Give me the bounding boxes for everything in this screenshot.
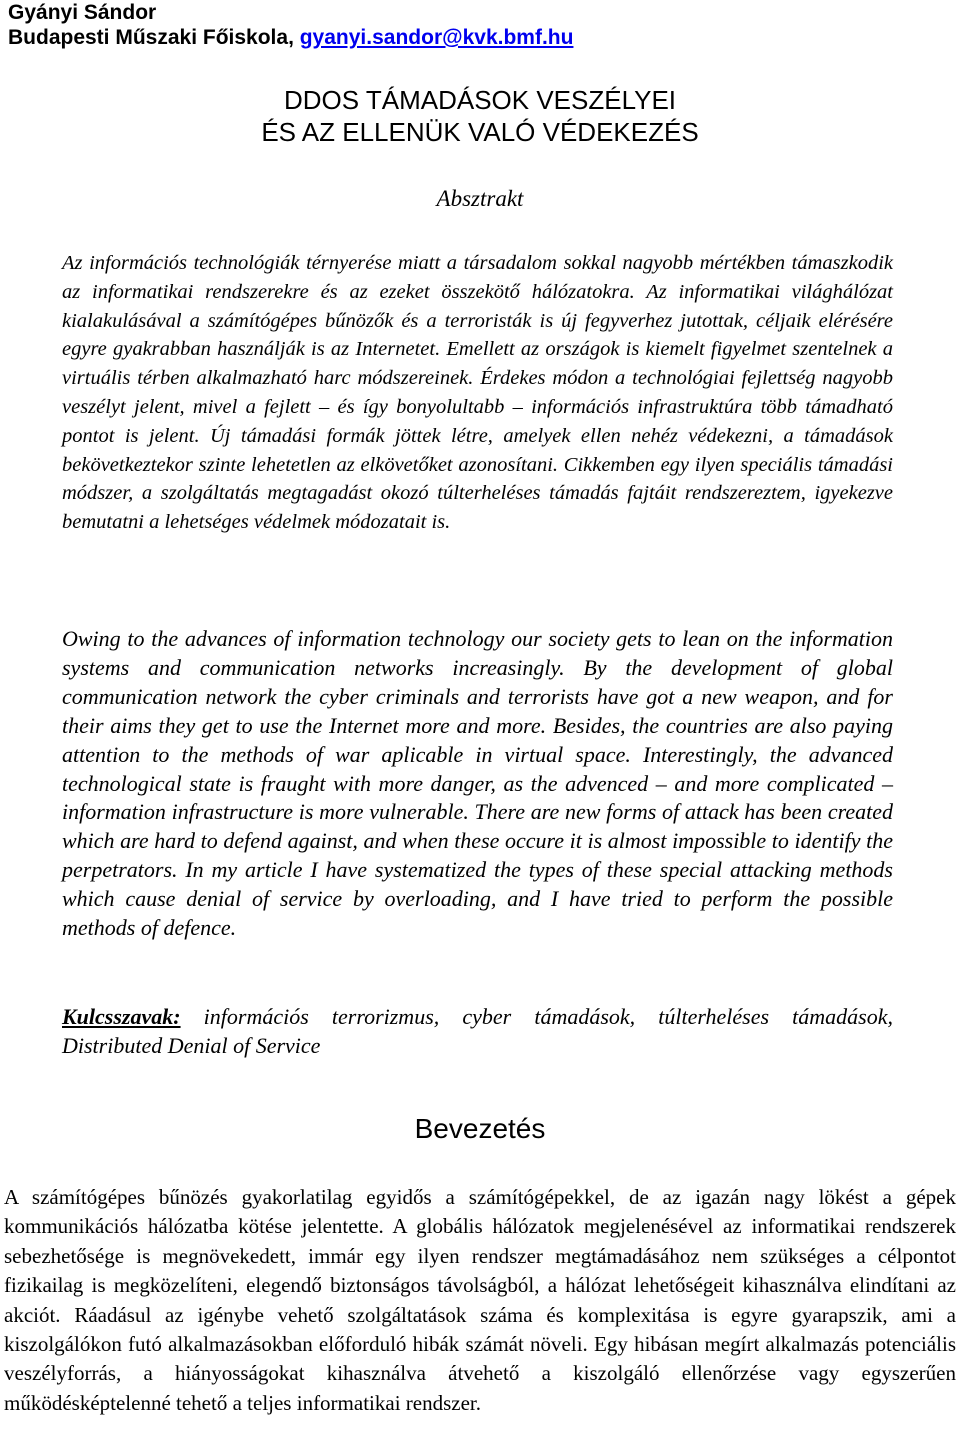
section-heading-introduction: Bevezetés	[414, 1113, 546, 1144]
abstract-hungarian: Az információs technológiák térnyerése miatt a társadalom sokkal nagyobb mértékben támaszkodik az informatikai rendszerekre és az ezeket összekötő hálózatokra. Az informatikai világhálózat kialakulásával a számítógépes bűnözők és a terroristák is új fegyverhez jutottak, céljaik elérésére egyre gyakrabban használják is az Internetet. Emellett az országok is kiemelt figyelmet szentelnek a virtuális térben alkalmazható harc módszereinek. Érdekes módon a technológiai fejlettség nagyobb veszélyt jelent, mivel a fejlett – és így bonyolultabb – információs infrastruktúra több támadható pontot is jelent. Új támadási formák jöttek létre, amelyek ellen nehéz védekezni, a támadások bekövetkeztekor szinte lehetetlen az elkövetőket azonosítani. Cikkemben egy ilyen speciális támadási módszer, a szolgáltatás megtagadást okozó túlterheléses támadás fajtáit rendszereztem, igyekezve bemutatni a lehetséges védelmek módozatait is.	[62, 252, 893, 534]
author-block	[8, 0, 573, 50]
introduction-paragraph: A számítógépes bűnözés gyakorlatilag egyidős a számítógépekkel, de az igazán nagy lökést a gépek kommunikációs hálózatba kötése jelentette. A globális hálózatok megjelenésével az informatikai rendszerek sebezhetősége is megnövekedett, immár egy ilyen rendszer megtámadásához nem szükséges a célpontot fizikailag is megközelíteni, elegendő biztonságos távolságból, a hálózat lehetőségeit kihasználva elindítani az akciót. Ráadásul az igénybe vehető szolgáltatások száma és komplexitása is egyre gyarapszik, ami a kiszolgálókon futó alkalmazásokban előforduló hibák számát növeli. Egy hibásan megírt alkalmazás potenciális veszélyforrás, a hiányosságokat kihasználva átvehető a kiszolgáló ellenőrzése vagy egyszerűen működésképtelenné tehető a teljes informatikai rendszer.	[4, 1185, 956, 1415]
affiliation-text: Budapesti Műszaki Főiskola,	[8, 26, 300, 49]
keywords-label: Kulcsszavak:	[62, 1004, 181, 1029]
author-affiliation	[8, 25, 573, 50]
email-link[interactable]: gyanyi.sandor@kvk.bmf.hu	[299, 26, 574, 49]
abstract-english: Owing to the advances of information technology our society gets to lean on the information systems and communication networks increasingly. By the development of global communication network the cyber criminals and terrorists have got a new weapon, and for their aims they get to use the Internet more and more. Besides, the countries are also paying attention to the methods of war aplicable in virtual space. Interestingly, the advanced technological state is fraught with more danger, as the advenced – and more complicated – information infrastructure is more vulnerable. There are new forms of attack has been created which are hard to defend against, and when these occure it is almost impossible to identify the perpetrators. In my article I have systematized the types of these special attacking methods which cause denial of service by overloading, and I have tried to perform the possible methods of defence.	[62, 626, 893, 941]
title-line-1: DDOS TÁMADÁSOK VESZÉLYEI	[283, 85, 677, 115]
author-name: Gyányi Sándor	[8, 1, 157, 24]
keywords-text: információs terrorizmus, cyber támadások, túlterheléses támadások, Distributed Denial of Service	[62, 1004, 893, 1058]
keywords	[62, 1002, 893, 1060]
title-line-2: ÉS AZ ELLENÜK VALÓ VÉDEKEZÉS	[261, 117, 699, 147]
abstract-heading: Absztrakt	[436, 186, 524, 211]
paper-title	[0, 84, 960, 148]
